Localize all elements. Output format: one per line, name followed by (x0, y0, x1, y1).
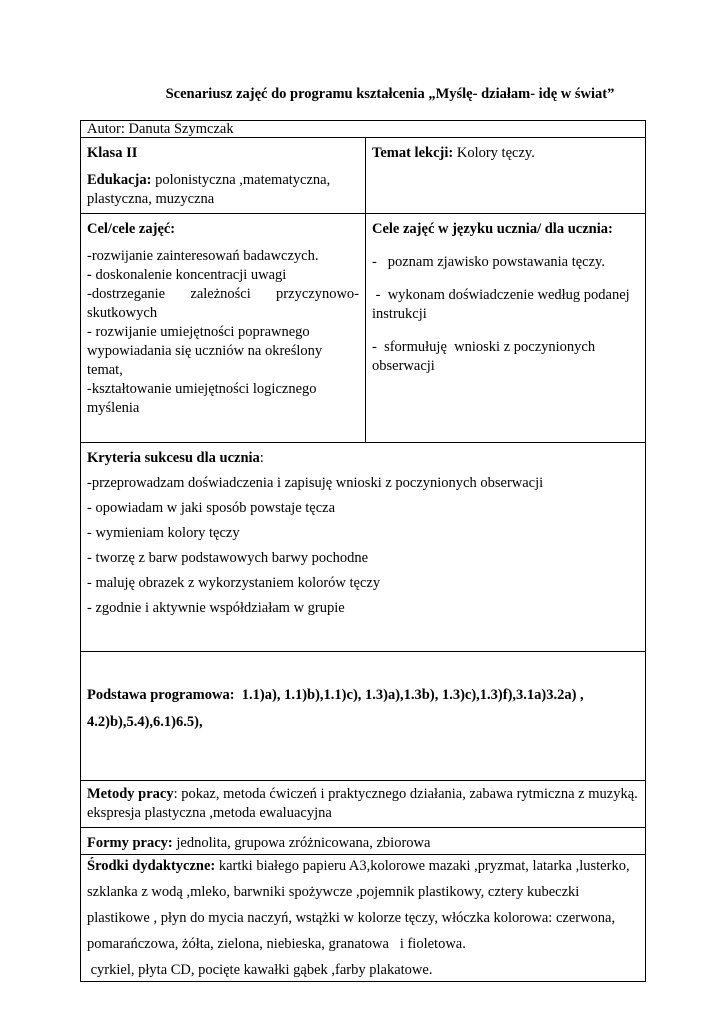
formy-label: Formy pracy: (87, 835, 173, 851)
metody-row (81, 781, 646, 828)
srodki-line: plastikowe , płyn do mycia naczyń, wstążki w kolorze tęczy, włóczka kolorowa: czerwona, (87, 910, 616, 926)
formy-value: jednolita, grupowa zróżnicowana, zbiorowa (172, 835, 431, 851)
cel-heading: Cel/cele zajęć: (87, 221, 176, 237)
srodki-row (81, 855, 646, 982)
metody-label: Metody pracy (87, 786, 174, 802)
author-row (81, 121, 646, 138)
cel-uczen-heading: Cele zajęć w języku ucznia/ dla ucznia: (372, 221, 613, 237)
podstawa-row (81, 652, 646, 781)
kryteria-colon: : (259, 450, 264, 466)
metody-value: : pokaz, metoda ćwiczeń i praktycznego działania, zabawa rytmiczna z muzyką. ekspresja plastyczna ,metoda ewaluacyjna (87, 786, 638, 821)
srodki-line: pomarańczowa, żółta, zielona, niebieska, granatowa i fioletowa. (87, 936, 466, 952)
kryteria-heading: Kryteria sukcesu dla ucznia (87, 450, 260, 466)
kryteria-item: -przeprowadzam doświadczenia i zapisuję wnioski z poczynionych obserwacji (87, 475, 544, 491)
cel-item: -dostrzeganie zależności przyczynowo- (87, 286, 359, 302)
class-label: Klasa II (87, 145, 138, 161)
srodki-line: kartki białego papieru A3,kolorowe mazaki ,pryzmat, latarka ,lusterko, (215, 858, 630, 874)
cel-item: -rozwijanie zainteresowań badawczych. (87, 248, 319, 264)
temat-label: Temat lekcji: (372, 145, 454, 161)
edukacja-value: polonistyczna ,matematyczna, plastyczna, muzyczna (87, 172, 331, 207)
formy-row (81, 828, 646, 855)
kryteria-item: - tworzę z barw podstawowych barwy pochodne (87, 550, 369, 566)
srodki-line: cyrkiel, płyta CD, pocięte kawałki gąbek ,farby plakatowe. (87, 962, 433, 978)
podstawa-value-2: 4.2)b),5.4),6.1)6.5), (87, 714, 203, 730)
cel-item-text: doskonalenie koncentracji uwagi (91, 267, 287, 283)
cel-item: - rozwijanie umiejętności poprawnego wypowiadania się uczniów na określony temat, (87, 324, 323, 378)
page-title: Scenariusz zajęć do programu kształcenia „Myślę- działam- idę w świat” (165, 86, 615, 102)
goals-row (81, 214, 646, 443)
cel-uczen-item: - poznam zjawisko powstawania tęczy. (372, 254, 605, 270)
cel-uczen-item: - wykonam doświadczenie według podanej instrukcji (372, 287, 634, 322)
cel-item-cont: skutkowych (87, 305, 158, 321)
kryteria-item: - zgodnie i aktywnie współdziałam w grupie (87, 600, 345, 616)
temat-value: Kolory tęczy. (453, 145, 535, 161)
cel-item: -kształtowanie umiejętności logicznego myślenia (87, 381, 317, 416)
criteria-row (81, 443, 646, 652)
edukacja-label: Edukacja: (87, 172, 152, 188)
lesson-table (80, 120, 646, 982)
srodki-label: Środki dydaktyczne: (87, 858, 216, 874)
author: Autor: Danuta Szymczak (87, 121, 234, 137)
srodki-line: szklanka z wodą ,mleko, barwniki spożywcze ,pojemnik plastikowy, cztery kubeczki (87, 884, 580, 900)
class-row (81, 138, 646, 214)
cel-uczen-item: - sformułuję wnioski z poczynionych obserwacji (372, 339, 599, 374)
kryteria-item: - maluję obrazek z wykorzystaniem kolorów tęczy (87, 575, 381, 591)
kryteria-item: - wymieniam kolory tęczy (87, 525, 240, 541)
cel-item: - doskonalenie koncentracji uwagi (87, 267, 287, 283)
podstawa-label: Podstawa programowa: (87, 687, 235, 703)
podstawa-value: 1.1)a), 1.1)b),1.1)c), 1.3)a),1.3b), 1.3)c),1.3)f),3.1a)3.2a) , (234, 687, 584, 703)
kryteria-item: - opowiadam w jaki sposób powstaje tęcza (87, 500, 336, 516)
